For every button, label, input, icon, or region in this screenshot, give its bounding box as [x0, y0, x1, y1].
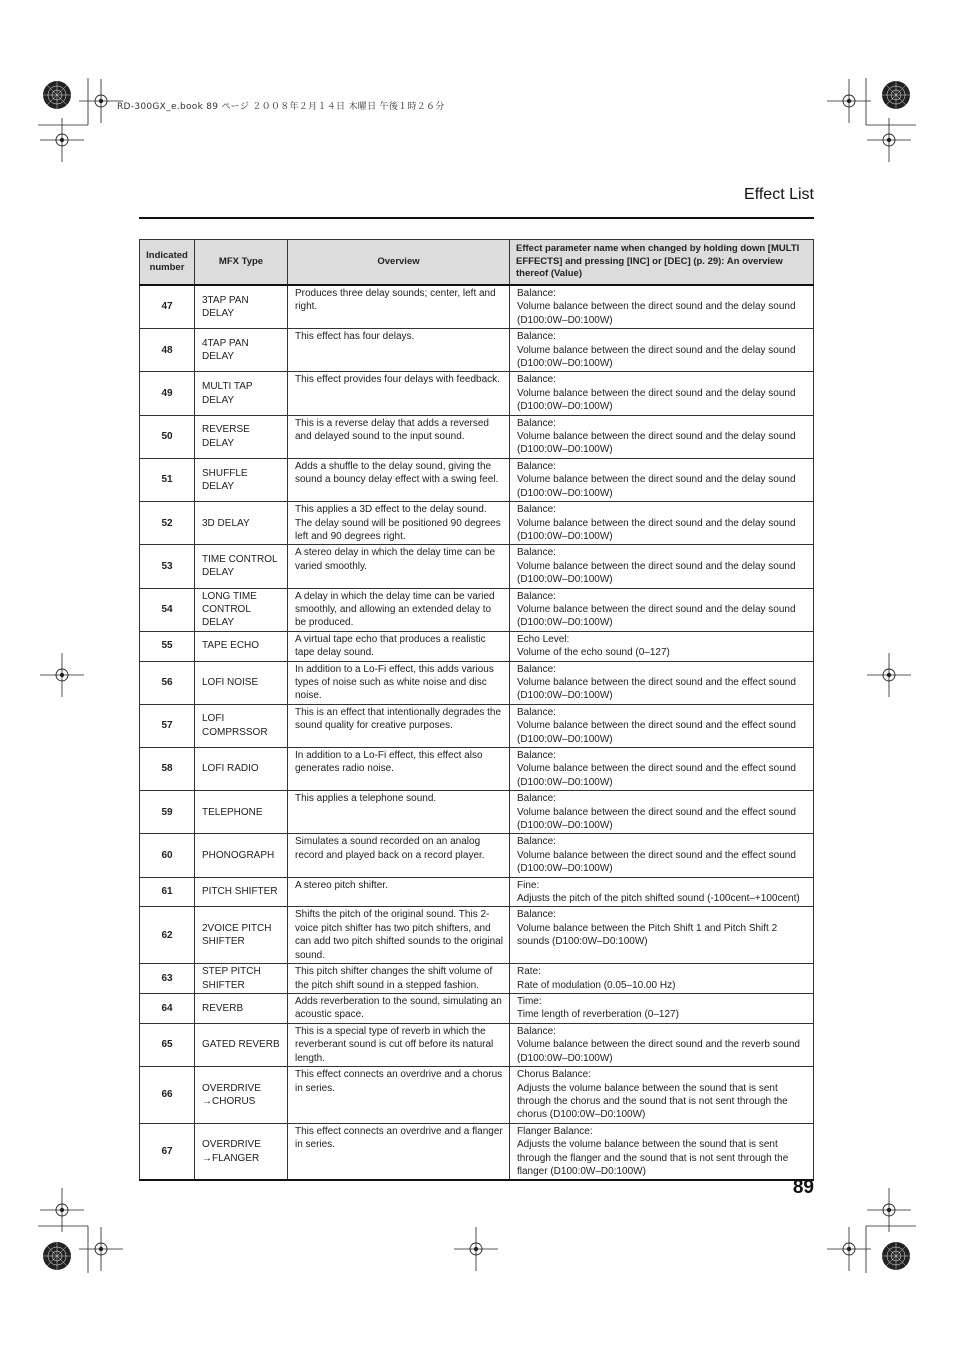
table-row	[140, 588, 814, 631]
table-row	[140, 704, 814, 747]
cell-overview: This effect connects an overdrive and a flanger in series.	[288, 1123, 510, 1180]
header-overview: Overview	[288, 240, 510, 286]
table-row	[140, 834, 814, 877]
cell-mfx-type: 2VOICE PITCH SHIFTER	[195, 907, 288, 964]
cell-indicated-number: 50	[140, 415, 195, 458]
cell-indicated-number: 49	[140, 372, 195, 415]
cell-mfx-type: SHUFFLE DELAY	[195, 458, 288, 501]
cell-indicated-number: 54	[140, 588, 195, 631]
cell-indicated-number: 61	[140, 877, 195, 907]
page-number: 89	[792, 1177, 814, 1198]
cell-effect-parameter: Balance: Volume balance between the direct sound and the delay sound (D100:0W–D0:100W)	[510, 458, 814, 501]
cell-mfx-type: PITCH SHIFTER	[195, 877, 288, 907]
table-row	[140, 993, 814, 1023]
table-row	[140, 329, 814, 372]
cell-effect-parameter: Rate: Rate of modulation (0.05–10.00 Hz)	[510, 964, 814, 994]
cell-indicated-number: 47	[140, 285, 195, 329]
cell-overview: Adds reverberation to the sound, simulating an acoustic space.	[288, 993, 510, 1023]
print-info: RD-300GX_e.book 89 ページ ２００８年２月１４日 木曜日 午後１時２６分	[117, 102, 445, 112]
cell-effect-parameter: Balance: Volume balance between the direct sound and the delay sound (D100:0W–D0:100W)	[510, 545, 814, 588]
cell-overview: A stereo pitch shifter.	[288, 877, 510, 907]
cell-effect-parameter: Echo Level: Volume of the echo sound (0–127)	[510, 631, 814, 661]
cell-mfx-type: OVERDRIVE →FLANGER	[195, 1123, 288, 1180]
header-rule	[139, 217, 814, 219]
table-row	[140, 1123, 814, 1180]
table-row	[140, 907, 814, 964]
cell-indicated-number: 62	[140, 907, 195, 964]
cell-overview: This effect provides four delays with feedback.	[288, 372, 510, 415]
cell-overview: This applies a telephone sound.	[288, 791, 510, 834]
header-effect-parameter: Effect parameter name when changed by holding down [MULTI EFFECTS] and pressing [INC] or [DEC] (p. 29): An overview thereof (Value)	[510, 240, 814, 286]
cell-indicated-number: 65	[140, 1023, 195, 1066]
cell-effect-parameter: Balance: Volume balance between the direct sound and the effect sound (D100:0W–D0:100W)	[510, 834, 814, 877]
cell-mfx-type: REVERB	[195, 993, 288, 1023]
cell-indicated-number: 52	[140, 502, 195, 545]
table-body	[140, 285, 814, 1180]
table-row	[140, 415, 814, 458]
cell-effect-parameter: Balance: Volume balance between the direct sound and the effect sound (D100:0W–D0:100W)	[510, 661, 814, 704]
table-row	[140, 661, 814, 704]
table-row	[140, 748, 814, 791]
cell-indicated-number: 66	[140, 1067, 195, 1124]
table-row	[140, 502, 814, 545]
cell-mfx-type: TIME CONTROL DELAY	[195, 545, 288, 588]
cell-overview: In addition to a Lo-Fi effect, this adds various types of noise such as white noise and disc noise.	[288, 661, 510, 704]
cell-mfx-type: TELEPHONE	[195, 791, 288, 834]
table-row	[140, 877, 814, 907]
cell-effect-parameter: Balance: Volume balance between the direct sound and the effect sound (D100:0W–D0:100W)	[510, 748, 814, 791]
cell-effect-parameter: Flanger Balance: Adjusts the volume balance between the sound that is sent through the flanger and the sound that is not sent through the flanger (D100:0W–D0:100W)	[510, 1123, 814, 1180]
table-row	[140, 631, 814, 661]
table-row	[140, 285, 814, 329]
cell-mfx-type: OVERDRIVE →CHORUS	[195, 1067, 288, 1124]
cell-mfx-type: MULTI TAP DELAY	[195, 372, 288, 415]
cell-effect-parameter: Balance: Volume balance between the direct sound and the effect sound (D100:0W–D0:100W)	[510, 704, 814, 747]
cell-overview: This is a special type of reverb in which the reverberant sound is cut off before its natural length.	[288, 1023, 510, 1066]
cell-overview: A stereo delay in which the delay time can be varied smoothly.	[288, 545, 510, 588]
cell-effect-parameter: Balance: Volume balance between the direct sound and the delay sound (D100:0W–D0:100W)	[510, 502, 814, 545]
cell-mfx-type: STEP PITCH SHIFTER	[195, 964, 288, 994]
cell-overview: In addition to a Lo-Fi effect, this effect also generates radio noise.	[288, 748, 510, 791]
cell-mfx-type: 4TAP PAN DELAY	[195, 329, 288, 372]
cell-mfx-type: PHONOGRAPH	[195, 834, 288, 877]
cell-overview: This effect connects an overdrive and a chorus in series.	[288, 1067, 510, 1124]
cell-overview: This effect has four delays.	[288, 329, 510, 372]
cell-mfx-type: REVERSE DELAY	[195, 415, 288, 458]
header-indicated-number: Indicated number	[140, 240, 195, 286]
cell-indicated-number: 58	[140, 748, 195, 791]
cell-effect-parameter: Balance: Volume balance between the direct sound and the effect sound (D100:0W–D0:100W)	[510, 791, 814, 834]
cell-overview: This pitch shifter changes the shift volume of the pitch shift sound in a stepped fashion.	[288, 964, 510, 994]
cell-overview: Simulates a sound recorded on an analog record and played back on a record player.	[288, 834, 510, 877]
table-header-row	[140, 240, 814, 286]
effect-list-table	[139, 239, 814, 1181]
cell-effect-parameter: Balance: Volume balance between the direct sound and the delay sound (D100:0W–D0:100W)	[510, 285, 814, 329]
cell-mfx-type: LOFI NOISE	[195, 661, 288, 704]
cell-overview: This is an effect that intentionally degrades the sound quality for creative purposes.	[288, 704, 510, 747]
cell-mfx-type: LONG TIME CONTROL DELAY	[195, 588, 288, 631]
cell-effect-parameter: Balance: Volume balance between the direct sound and the delay sound (D100:0W–D0:100W)	[510, 372, 814, 415]
table-row	[140, 964, 814, 994]
cell-overview: This is a reverse delay that adds a reversed and delayed sound to the input sound.	[288, 415, 510, 458]
cell-mfx-type: 3D DELAY	[195, 502, 288, 545]
cell-effect-parameter: Balance: Volume balance between the direct sound and the reverb sound (D100:0W–D0:100W)	[510, 1023, 814, 1066]
cell-indicated-number: 56	[140, 661, 195, 704]
cell-effect-parameter: Balance: Volume balance between the direct sound and the delay sound (D100:0W–D0:100W)	[510, 588, 814, 631]
cell-mfx-type: LOFI COMPRSSOR	[195, 704, 288, 747]
cell-effect-parameter: Balance: Volume balance between the Pitch Shift 1 and Pitch Shift 2 sounds (D100:0W–D0:100W)	[510, 907, 814, 964]
section-title: Effect List	[744, 186, 814, 203]
cell-indicated-number: 51	[140, 458, 195, 501]
cell-overview: Produces three delay sounds; center, left and right.	[288, 285, 510, 329]
table-row	[140, 1067, 814, 1124]
table-row	[140, 458, 814, 501]
cell-indicated-number: 59	[140, 791, 195, 834]
cell-mfx-type: LOFI RADIO	[195, 748, 288, 791]
cell-overview: This applies a 3D effect to the delay sound. The delay sound will be positioned 90 degrees left and 90 degrees right.	[288, 502, 510, 545]
cell-effect-parameter: Chorus Balance: Adjusts the volume balance between the sound that is sent through the chorus and the sound that is not sent through the chorus (D100:0W–D0:100W)	[510, 1067, 814, 1124]
cell-effect-parameter: Time: Time length of reverberation (0–127)	[510, 993, 814, 1023]
cell-overview: A delay in which the delay time can be varied smoothly, and allowing an extended delay to be produced.	[288, 588, 510, 631]
cell-indicated-number: 53	[140, 545, 195, 588]
cell-indicated-number: 64	[140, 993, 195, 1023]
cell-effect-parameter: Balance: Volume balance between the direct sound and the delay sound (D100:0W–D0:100W)	[510, 329, 814, 372]
cell-indicated-number: 55	[140, 631, 195, 661]
cell-mfx-type: GATED REVERB	[195, 1023, 288, 1066]
cell-overview: Shifts the pitch of the original sound. This 2-voice pitch shifter has two pitch shifters, and can add two pitch shifted sounds to the original sound.	[288, 907, 510, 964]
table-row	[140, 1023, 814, 1066]
cell-indicated-number: 60	[140, 834, 195, 877]
cell-mfx-type: 3TAP PAN DELAY	[195, 285, 288, 329]
table-row	[140, 372, 814, 415]
cell-indicated-number: 48	[140, 329, 195, 372]
table-row	[140, 791, 814, 834]
cell-indicated-number: 57	[140, 704, 195, 747]
cell-indicated-number: 67	[140, 1123, 195, 1180]
table-row	[140, 545, 814, 588]
cell-effect-parameter: Fine: Adjusts the pitch of the pitch shifted sound (-100cent–+100cent)	[510, 877, 814, 907]
cell-indicated-number: 63	[140, 964, 195, 994]
header-mfx-type: MFX Type	[195, 240, 288, 286]
cell-mfx-type: TAPE ECHO	[195, 631, 288, 661]
cell-overview: A virtual tape echo that produces a realistic tape delay sound.	[288, 631, 510, 661]
cell-effect-parameter: Balance: Volume balance between the direct sound and the delay sound (D100:0W–D0:100W)	[510, 415, 814, 458]
cell-overview: Adds a shuffle to the delay sound, giving the sound a bouncy delay effect with a swing feel.	[288, 458, 510, 501]
